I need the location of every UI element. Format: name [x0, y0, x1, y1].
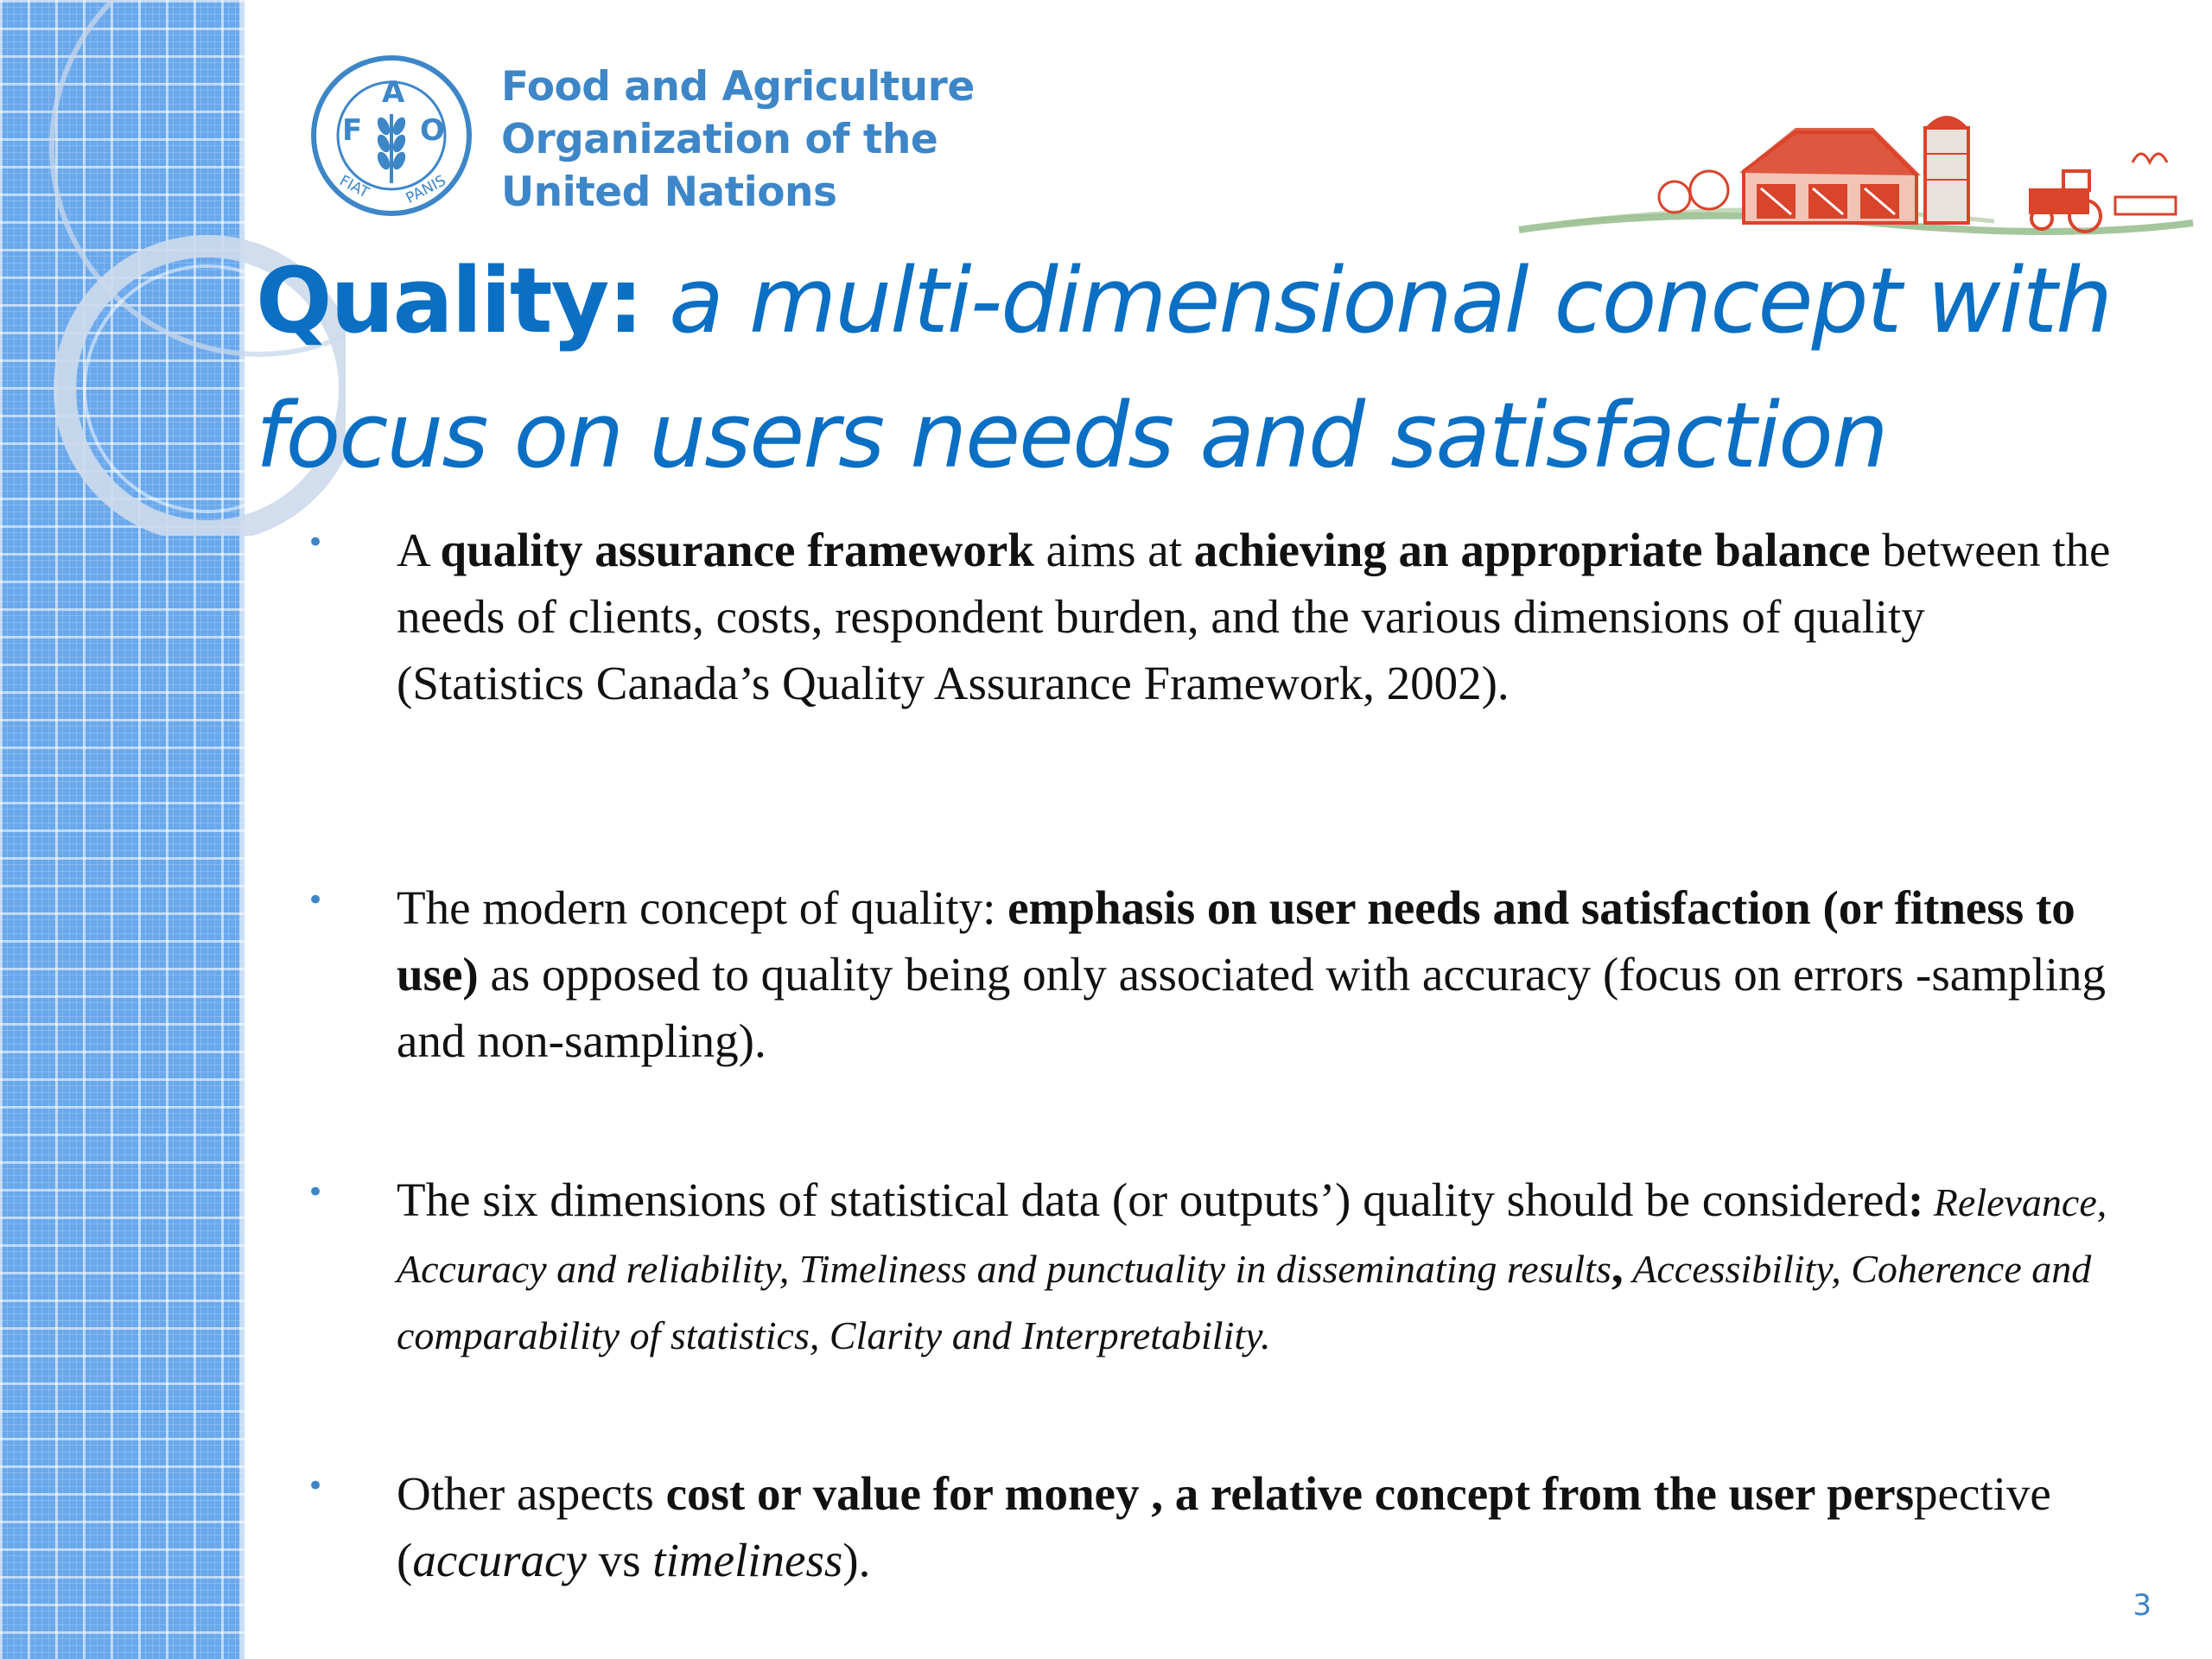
slide-title: [256, 233, 2174, 503]
text-run-bold: cost or value for money , a relative concept from the user pers: [665, 1467, 1915, 1520]
bullet-dot-icon: •: [307, 1469, 325, 1503]
text-run-normal: ).: [842, 1534, 871, 1586]
bullet-dot-icon: •: [307, 883, 325, 918]
org-name-line-3: United Nations: [501, 168, 837, 216]
fao-logo-icon: [309, 54, 474, 218]
org-name-line-1: Food and Agriculture: [501, 63, 975, 111]
bullet-dot-icon: •: [307, 525, 325, 560]
title-italic-line-2: focus on users needs and satisfaction: [256, 383, 1887, 488]
page-number: 3: [2133, 1588, 2152, 1623]
farm-illustration-icon: [1510, 93, 2202, 240]
text-run-bold: achieving an appropriate balance: [1193, 524, 1871, 576]
title-bold: Quality:: [256, 248, 643, 353]
text-run-bold: quality assurance framework: [440, 524, 1034, 576]
bullet-text-3: [397, 1166, 2116, 1366]
text-run-normal: The six dimensions of statistical data (or outputs’) quality should be considered: [397, 1173, 1908, 1226]
text-run-italic: accuracy: [412, 1534, 587, 1586]
text-run-normal: aims at: [1033, 524, 1194, 576]
bullet-dot-icon: •: [307, 1175, 325, 1210]
text-run-normal: pective (: [397, 1467, 2051, 1586]
logo-letter-f: F: [342, 113, 363, 148]
side-decoration-strip: [0, 0, 245, 1659]
text-run-bold: ,: [1611, 1240, 1624, 1293]
text-run-small-italic: Accessibility, Coherence and comparability of statistics, Clarity and Interpretability.: [397, 1247, 2092, 1357]
text-run-normal: The modern concept of quality:: [397, 881, 1008, 934]
text-run-bold: :: [1907, 1173, 1924, 1226]
bullet-text-4: [397, 1460, 2116, 1593]
text-run-bold: emphasis on user needs and satisfaction (or fitness to use): [397, 881, 2075, 1001]
logo-letter-a: A: [382, 75, 405, 110]
organization-name: [501, 60, 975, 219]
text-run-normal: between the needs of clients, costs, respondent burden, and the various dimensions of quality (Statistics Canada’s Quality Assurance Framework, 2002).: [397, 524, 2111, 709]
bullet-text-2: [397, 874, 2116, 1074]
text-run-normal: as opposed to quality being only associated with accuracy (focus on errors -sampling and non-sampling).: [397, 948, 2106, 1067]
bullet-text-1: [397, 517, 2116, 716]
text-run-small-italic: Relevance, Accuracy and reliability, Timeliness and punctuality in disseminating results: [397, 1180, 2107, 1291]
text-run-normal: Other aspects: [397, 1467, 666, 1520]
logo-motto-panis: PANIS: [403, 172, 449, 207]
logo-letter-o: O: [420, 113, 445, 148]
text-run-italic: timeliness: [652, 1534, 843, 1586]
logo-motto-fiat: FIAT: [336, 172, 372, 202]
title-italic-line-1: a multi-dimensional concept with: [669, 248, 2112, 353]
text-run-normal: vs: [586, 1534, 653, 1586]
org-name-line-2: Organization of the: [501, 116, 938, 163]
text-run-normal: A: [397, 524, 441, 576]
title-line-1: [256, 233, 2174, 368]
